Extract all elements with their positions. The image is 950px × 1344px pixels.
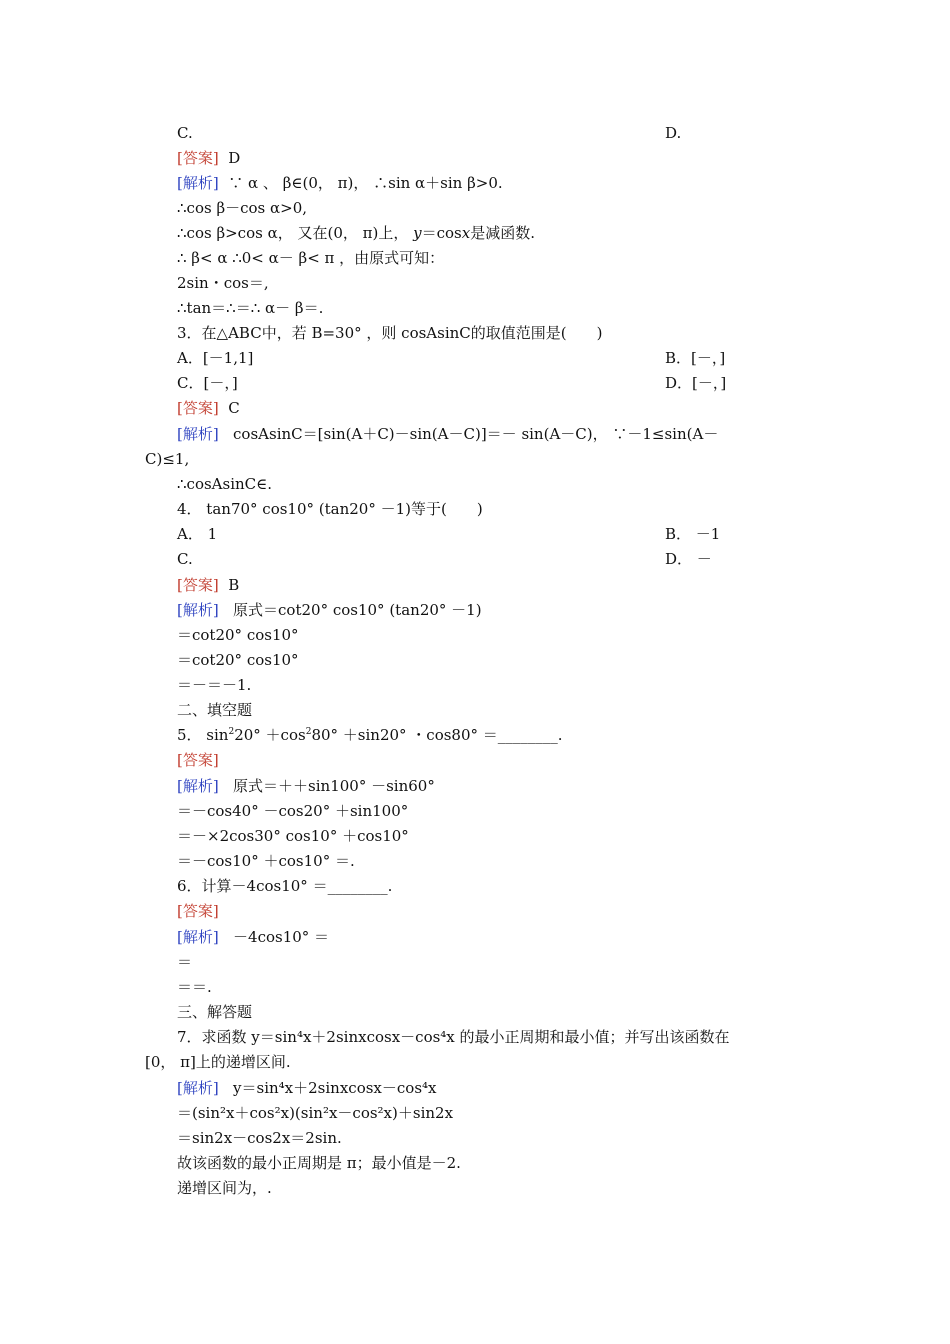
q3-options-ab	[177, 348, 726, 368]
analysis-label: [解析]	[177, 601, 219, 619]
q3-option-a: A．[－1,1]	[177, 349, 254, 367]
math-var: y	[413, 224, 422, 242]
q3-option-d: D．[－，]	[665, 374, 727, 392]
q5-analysis-line-4: ＝－cos10° ＋cos10° ＝.	[177, 852, 355, 870]
q4-stem: 4． tan70° cos10° (tan20° －1)等于( )	[177, 500, 483, 518]
q4-analysis-line-1	[177, 600, 482, 620]
answer-label: [答案]	[177, 576, 219, 594]
analysis-text: 原式＝＋＋sin100° －sin60°	[233, 777, 435, 795]
answer-label: [答案]	[177, 902, 219, 920]
section-heading-solution: 三、解答题	[177, 1003, 253, 1021]
q2-analysis-line-1	[177, 173, 503, 193]
q7-analysis-line-2: ＝(sin²x＋cos²x)(sin²x－cos²x)＋sin2x	[177, 1104, 454, 1122]
q7-analysis-line-4: 故该函数的最小正周期是 π；最小值是－2.	[177, 1154, 461, 1172]
q4-option-d: D． －	[665, 550, 712, 568]
q6-analysis-line-3: ＝＝.	[177, 978, 212, 996]
analysis-label: [解析]	[177, 425, 219, 443]
q5-analysis-line-2: ＝－cos40° －cos20° ＋sin100°	[177, 802, 409, 820]
q3-answer	[177, 398, 240, 418]
analysis-label: [解析]	[177, 1079, 219, 1097]
q2-answer	[177, 148, 240, 168]
answer-label: [答案]	[177, 751, 219, 769]
q3-options-cd	[177, 373, 727, 393]
answer-value: D	[228, 149, 241, 167]
q3-option-c: C．[－，]	[177, 374, 238, 392]
q4-analysis-line-3: ＝cot20° cos10°	[177, 651, 299, 669]
answer-label: [答案]	[177, 149, 219, 167]
q3-analysis-line-1	[177, 424, 718, 444]
q6-answer	[177, 901, 219, 921]
analysis-text: cosAsinC＝[sin(A＋C)－sin(A－C)]＝－ sin(A－C)， ∵－1≤sin(A－	[233, 425, 719, 443]
q2-analysis-line-2: ∴cos β－cos α>0,	[177, 199, 308, 217]
q7-analysis-line-5: 递增区间为，.	[177, 1179, 272, 1197]
q6-stem: 6．计算－4cos10° ＝________.	[177, 877, 393, 895]
analysis-label: [解析]	[177, 928, 219, 946]
q4-analysis-line-4: ＝－＝－1.	[177, 676, 252, 694]
q3-analysis-line-3: ∴cosAsinC∈.	[177, 475, 273, 493]
analysis-label: [解析]	[177, 777, 219, 795]
q2-analysis-line-3	[177, 223, 535, 243]
math-var: x	[461, 224, 471, 242]
superscript: 2	[228, 727, 235, 737]
section-heading-fill-in: 二、填空题	[177, 701, 253, 719]
stem-text: 20° ＋cos	[234, 726, 306, 744]
q4-option-b: B． －1	[665, 525, 721, 543]
q4-analysis-line-2: ＝cot20° cos10°	[177, 626, 299, 644]
q7-stem-line-1: 7．求函数 y＝sin⁴x＋2sinxcosx－cos⁴x 的最小正周期和最小值；并写出该函数在	[177, 1028, 730, 1046]
stem-text: 5． sin	[177, 726, 229, 744]
q5-stem	[177, 725, 563, 745]
analysis-text: 原式＝cot20° cos10° (tan20° －1)	[233, 601, 482, 619]
answer-label: [答案]	[177, 399, 219, 417]
q3-option-b: B．[－，]	[665, 349, 726, 367]
q6-analysis-line-1	[177, 927, 329, 947]
q2-option-d: D.	[665, 124, 682, 142]
q4-option-c: C.	[177, 550, 193, 568]
q7-analysis-line-3: ＝sin2x－cos2x＝2sin.	[177, 1129, 342, 1147]
answer-value: B	[228, 576, 240, 594]
q3-stem: 3．在△ABC中，若 B=30° ，则 cosAsinC的取值范围是( )	[177, 324, 603, 342]
answer-value: C	[228, 399, 240, 417]
analysis-text: －4cos10° ＝	[233, 928, 330, 946]
analysis-text: y＝sin⁴x＋2sinxcosx－cos⁴x	[233, 1079, 437, 1097]
q2-options-cd	[177, 123, 682, 143]
analysis-text: ＝cos	[421, 224, 462, 242]
q6-analysis-line-2: ＝	[177, 953, 193, 971]
q2-analysis-line-6: ∴tan＝∴＝∴ α－ β＝.	[177, 299, 324, 317]
stem-text: 80° ＋sin20° ・cos80° ＝________.	[311, 726, 563, 744]
analysis-text: ∵ α 、 β∈(0， π)， ∴sin α＋sin β>0.	[228, 174, 503, 192]
q2-analysis-line-4: ∴ β< α ∴0< α－ β< π ，由原式可知：	[177, 249, 445, 267]
q2-analysis-line-5: 2sin・cos＝,	[177, 274, 269, 292]
superscript: 2	[305, 727, 312, 737]
q5-analysis-line-1	[177, 776, 435, 796]
analysis-label: [解析]	[177, 174, 219, 192]
q4-options-ab	[177, 524, 721, 544]
q3-analysis-line-2: C)≤1,	[145, 450, 190, 468]
q4-option-a: A． 1	[177, 525, 218, 543]
q4-options-cd	[177, 549, 712, 569]
q4-answer	[177, 575, 239, 595]
q7-analysis-line-1	[177, 1078, 436, 1098]
q2-option-c: C.	[177, 124, 193, 142]
q5-analysis-line-3: ＝－×2cos30° cos10° ＋cos10°	[177, 827, 409, 845]
analysis-text: ∴cos β>cos α， 又在(0， π)上，	[177, 224, 414, 242]
q5-answer	[177, 750, 219, 770]
analysis-text: 是减函数.	[470, 224, 535, 242]
q7-stem-line-2: [0， π]上的递增区间.	[145, 1053, 291, 1071]
